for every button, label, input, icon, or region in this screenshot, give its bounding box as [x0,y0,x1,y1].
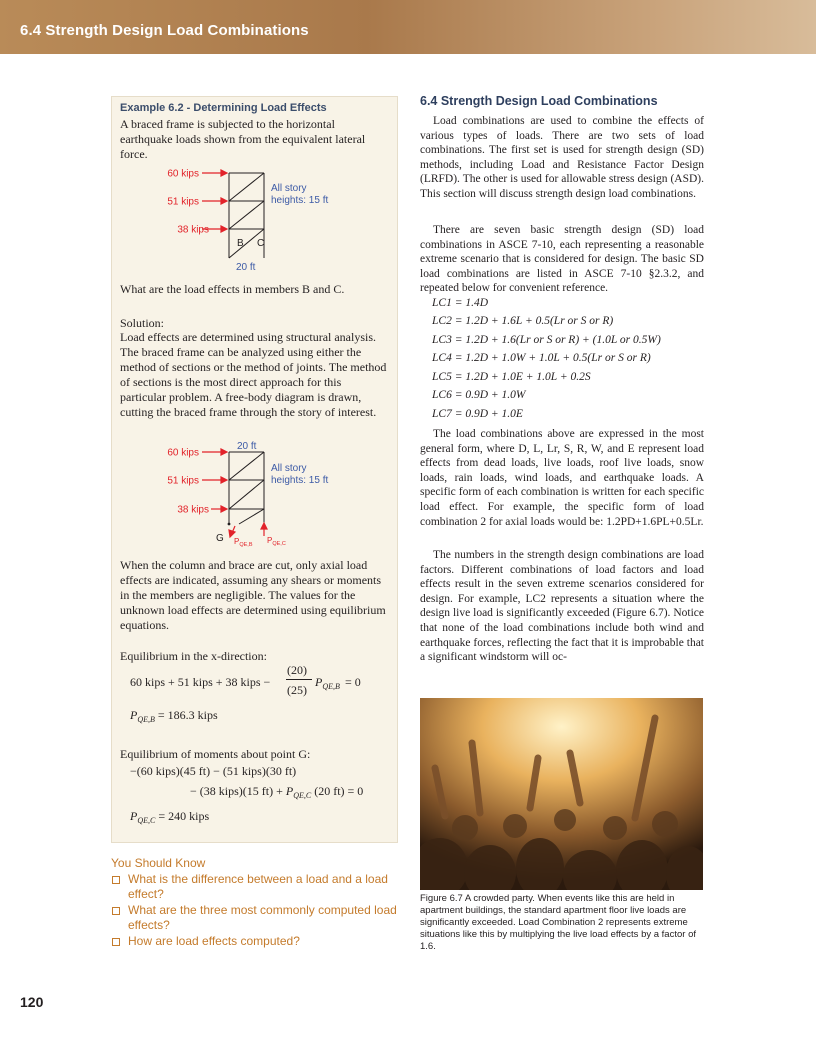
load-arrow [221,198,227,204]
load-combo-6: LC6 = 0.9D + 1.0W [432,389,526,401]
example-question: What are the load effects in members B and C. [120,282,345,296]
equation-pqeb-result: $P_{QE,B} = 186.3$ kips [130,708,218,724]
cut-explanation: When the column and brace are cut, only axial load effects are indicated, assuming any shears or moments in the members are negligible. The values for the unknown load effects are determined using equilibrium equations. [120,558,386,632]
list-item: What is the difference between a load and a load effect? [111,872,401,902]
fbd-load-51: 51 kips [167,475,199,487]
eq1-pqeb: $P_{QE,B}$ [315,675,340,691]
force-pqeb-label: $P_{QE,B}$ [234,537,253,548]
eq1-fraction-bar [286,679,312,680]
force-pqec-label: $P_{QE,C}$ [267,536,286,547]
crowd-photo [420,698,703,890]
load-combo-7: LC7 = 0.9D + 1.0E [432,408,523,420]
header-title: 6.4 Strength Design Load Combinations [20,22,309,39]
load-combo-5: LC5 = 1.2D + 1.0E + 1.0L + 0.2S [432,371,591,383]
load-arrow [221,449,227,455]
load-combo-3: LC3 = 1.2D + 1.6(Lr or S or R) + (1.0L or 0.5W) [432,334,661,346]
solution-label: Solution: [120,316,165,330]
example-title: Example 6.2 - Determining Load Effects [120,102,327,114]
eq1-left: 60 kips + 51 kips + 38 kips − [130,675,271,689]
eq3-line2: − (38 kips)(15 $ft) + P_{QE,C}$ (20 ft) = 0 [190,784,364,800]
load-label-51: 51 kips [167,196,199,208]
example-intro: A braced frame is subjected to the horizontal earthquake loads shown from the equivalent lateral force. [120,117,366,161]
you-should-know-title: You Should Know [111,856,206,870]
eq1-right: = 0 [345,675,361,689]
load-label-38: 38 kips [177,224,209,236]
fbd-load-60: 60 kips [167,447,199,459]
braced-frame-figure [150,160,390,275]
load-label-60: 60 kips [167,168,199,180]
eq1-denominator: (25) [287,683,307,697]
page-header [0,0,816,54]
eq3-line1: −(60 kips)(45 ft) − (51 kips)(30 ft) [130,764,297,778]
force-arrow-b [229,530,235,537]
force-arrow-c [261,523,267,529]
page-number: 120 [20,994,44,1010]
list-item: What are the three most commonly computed load effects? [111,903,401,933]
point-g-label: G [216,533,224,544]
fbd-height-note: All story [271,463,307,474]
equilibrium-moment-label: Equilibrium of moments about point G: [120,747,311,761]
section-para3: The load combinations above are expressed in the most general form, where D, L, Lr, S, R, W, and E represent load effects from dead loads, live loads, roof live loads, snow loads, rain loads, wind loads, and earthquake loads. A specific form of each combination is written for each specific load effect. For example, the specific form of load combination 2 for axial loads would be: 1.2PD+1.6PL+0.5Lr. [420,428,704,528]
crowd-photo-image [420,698,703,890]
free-body-diagram [150,438,390,550]
load-combo-4: LC4 = 1.2D + 1.0W + 1.0L + 0.5(Lr or S or R) [432,352,651,364]
member-b-label: B [237,238,244,249]
section-para4: The numbers in the strength design combinations are load factors. Different combinations of load factors and load effects result in the seven extreme scenarios considered for design. For example, LC2 represents a situation where the design live load is significantly exceeded (Figure 6.7). Notice that none of the load combinations include both wind and earthquake forces, reflecting the fact that it is improbable that a significant windstorm will oc- [420,549,704,664]
you-should-know-list [111,872,401,950]
figure-caption: Figure 6.7 A crowded party. When events like this are held in apartment buildings, the standard apartment floor live loads are significantly exceeded. Load Combination 2 represents extreme situations like this by multiplying the live load effects by a factor of 1.6. [420,893,696,952]
eq1-numerator: (20) [287,663,307,677]
section-title: 6.4 Strength Design Load Combinations [420,94,658,108]
fbd-load-38: 38 kips [177,504,209,516]
story-height-note-2: heights: 15 ft [271,195,329,206]
list-item: How are load effects computed? [111,934,401,949]
load-arrow [221,226,227,232]
fbd-height-note-2: heights: 15 ft [271,475,329,486]
solution-text: Load effects are determined using structural analysis. The braced frame can be analyzed using either the method of sections or the method of joints. The method of sections is the most direct approach for this particular problem. A free-body diagram is drawn, cutting the braced frame through the story of interest. [120,330,387,419]
fbd-width-label: 20 ft [237,441,257,452]
load-combo-2: LC2 = 1.2D + 1.6L + 0.5(Lr or S or R) [432,315,614,327]
story-height-note: All story [271,183,307,194]
load-arrow [221,170,227,176]
load-arrow [221,506,227,512]
section-para1: Load combinations are used to combine the effects of various types of loads. There are two sets of load combinations. The first set is used for strength design (SD) methods, including Load and Resistance Factor Design (LRFD). The other is used for allowable stress design (ASD). This section will discuss strength design load combinations. [420,115,704,200]
load-arrow [221,477,227,483]
equation-x-sum [130,675,270,690]
equation-pqec-result: $P_{QE,C} = 240$ kips [130,809,210,825]
point-g-marker [228,523,231,526]
load-combo-1: LC1 = 1.4D [432,297,489,309]
equilibrium-x-label: Equilibrium in the x-direction: [120,649,267,663]
member-c-label: C [257,238,265,249]
section-para2: There are seven basic strength design (SD) load combinations in ASCE 7-10, each representing a reasonable extreme scenario that is considered for design. The basic SD load combinations are listed in ASCE 7-10 §2.3.2, and repeated below for convenient reference. [420,224,704,295]
frame-width-label: 20 ft [236,262,256,273]
